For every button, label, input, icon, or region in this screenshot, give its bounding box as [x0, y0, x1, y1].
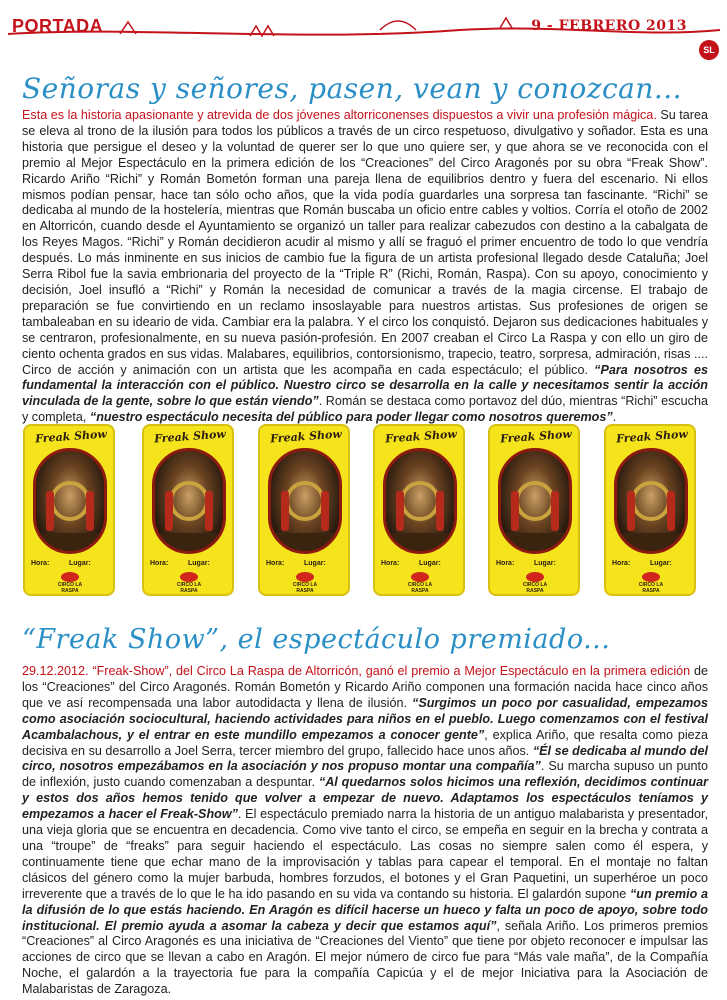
publication-logo: SL	[699, 40, 719, 60]
poster-illustration	[152, 448, 226, 554]
freak-show-poster	[604, 424, 696, 596]
circo-la-raspa-logo	[403, 572, 437, 594]
poster-logo-text: CIRCO LA RASPA	[176, 582, 202, 594]
poster-lugar-label: Lugar:	[69, 560, 91, 567]
article-1-body	[22, 108, 708, 426]
article-2-text: , explica Ariño, que resalta como pieza decisiva en su desarrollo a Joel Serra, tercer miembro del grupo, fallecido hace unos años.	[22, 727, 708, 758]
article-1-quote: “nuestro espectáculo necesita del público para poder llegar como nosotros queremos”	[89, 410, 613, 425]
poster-hora-label: Hora:	[381, 560, 400, 567]
poster-logo-text: CIRCO LA RASPA	[522, 582, 548, 594]
poster-title: Freak Show	[499, 427, 573, 446]
section-label: PORTADA	[12, 16, 104, 36]
article-2-text: , señala Ariño. Los primeros premios “Creaciones” al Circo Aragonés es una iniciativa de “Creaciones del Viento” que tiene por objeto reconocer e impulsar las acciones de circo que se llevan a cabo en Aragón. El mejor número de circo fue para “Más vale maña”, de la Compañía Noche, el galardón a la trayectoria fue para la compañía Capicúa y el de mejor Iniciativa para la Asociación de Malabaristas de Zaragoza.	[22, 918, 708, 997]
poster-hora-label: Hora:	[31, 560, 50, 567]
poster-logo-text: CIRCO LA RASPA	[57, 582, 83, 594]
circo-la-raspa-logo	[634, 572, 668, 594]
article-1-title: Señoras y señores, pasen, vean y conozcan...	[22, 72, 683, 105]
article-2-text: . Su marcha supuso un punto de inflexión, justo cuando comenzaban a despuntar.	[22, 759, 708, 790]
poster-logo-text: CIRCO LA RASPA	[638, 582, 664, 594]
poster-lugar-label: Lugar:	[419, 560, 441, 567]
poster-illustration	[383, 448, 457, 554]
freak-show-poster	[258, 424, 350, 596]
article-1-text: Su tarea se eleva al trono de la ilusión para todos los públicos a través de un circo respetuoso, divulgativo y soñador. Esta es una historia que persigue el deseo y la voluntad de querer ser lo que uno quiere ser, y que ahora se ve reconocida con el premio al Mejor Espectáculo en la primera edición de los “Creaciones” del Circo Aragonés por su obra “Freak Show”. Ricardo Ariño “Richi” y Román Bometón forman una pareja llena de equilibrios dentro y fuera del escenario. Ni ellos mismos podían pensar, hace tan sólo ocho años, que la vida podía guardarles una sorpresa tan fascinante. “Richi” se dedicaba al mundo de la hostelería, mientras que Román buscaba un oficio entre cables y voltios. Corría el otoño de 2002 en Altorricón, cuando desde el Ayuntamiento se organizó un taller para realizar cabezudos con destino a la cabalgata de los Reyes Magos. “Richi” y Román decidieron acudir al mismo y allí se fraguó el primer encuentro de todo lo que vendría después. Lo más inminente en sus inicios de cambio fue la figura de un artista profesional llegado desde Cataluña; Joel Serra Ribol fue la savia embrionaria del proyecto de la “Triple R” (Richi, Román, Raspa). Con su apoyo, conocimiento y decisión, Joel insufló a “Richi” y Román la necesidad de comunicar a través de la magia circense. El trabajo de preparación se fue convirtiendo en un reclamo insoslayable para nuestros artistas. Sus profesiones de origen se tambaleaban en su ideario de vida. Cambiar era la palabra. Y el circo los conquistó. Dejaron sus dedicaciones habituales y se centraron, profesionalmente, en su nueva pasión-profesión. En 2007 creaban el Circo La Raspa y con ello un giro de ciento ochenta grados en sus vidas. Malabares, equilibrios, contorsionismo, trapecio, teatro, sorpresa, admiración, risas .... Circo de acción y animación con un artista que les acompaña en cada espectáculo; el público.	[22, 108, 709, 377]
page-header	[0, 0, 727, 55]
article-2-text: de los “Creaciones” del Circo Aragonés. Román Bometón y Ricardo Ariño componen una formación nacida hace cinco años que ve así recompensada una labor autodidacta y llena de ilusión.	[22, 664, 708, 710]
article-1-text: .	[612, 410, 617, 425]
article-2-quote: “Surgimos un poco por casualidad, empezamos como asociación sociocultural, haciendo actividades para niños en el pueblo. Luego comenzamos con el festival Acambalachous, y el entrar en este mundillo empezamos a conocer gente”	[22, 695, 708, 742]
poster-hora-label: Hora:	[612, 560, 631, 567]
poster-logo-text: CIRCO LA RASPA	[292, 582, 318, 594]
poster-title: Freak Show	[34, 427, 108, 446]
freak-show-poster	[142, 424, 234, 596]
poster-hora-label: Hora:	[496, 560, 515, 567]
article-2-quote: “un premio a la difusión de lo que estás haciendo. En Aragón es difícil hacerse un hueco y falta un poco de apoyo, sobre todo institucional. El premio ayuda a asomar la cabeza y decir que estamos aquí”	[22, 886, 708, 933]
poster-title: Freak Show	[384, 427, 458, 446]
poster-hora-label: Hora:	[150, 560, 169, 567]
poster-illustration	[498, 448, 572, 554]
poster-hora-label: Hora:	[266, 560, 285, 567]
poster-lugar-label: Lugar:	[534, 560, 556, 567]
poster-title: Freak Show	[269, 427, 343, 446]
article-1-quote: “Para nosotros es fundamental la interacción con el público. Nuestro circo se desarrolla en la calle y necesitamos sentir la acción vinculada de la gente, sobre lo que están viendo”	[22, 362, 708, 409]
article-2-lead: 29.12.2012. “Freak-Show”, del Circo La Raspa de Altorricón, ganó el premio a Mejor Espectáculo en la primera edición	[22, 664, 691, 678]
poster-title: Freak Show	[153, 427, 227, 446]
poster-title: Freak Show	[615, 427, 689, 446]
circo-la-raspa-logo	[53, 572, 87, 594]
poster-strip	[23, 424, 713, 596]
article-2-quote: “Al quedarnos solos hicimos una reflexión, decidimos continuar y estos dos años hemos tenido que volver a empezar de nuevo. Adaptamos los espectáculos teníamos y empezamos a hacer el Freak-Show”	[22, 775, 708, 822]
poster-logo-text: CIRCO LA RASPA	[407, 582, 433, 594]
article-1-lead: Esta es la historia apasionante y atrevida de dos jóvenes altorriconenses dispuestos a vivir una profesión mágica.	[22, 108, 657, 122]
poster-lugar-label: Lugar:	[188, 560, 210, 567]
freak-show-poster	[488, 424, 580, 596]
poster-illustration	[33, 448, 107, 554]
poster-illustration	[614, 448, 688, 554]
circo-la-raspa-logo	[288, 572, 322, 594]
poster-lugar-label: Lugar:	[650, 560, 672, 567]
freak-show-poster	[23, 424, 115, 596]
article-2-title: “Freak Show”, el espectáculo premiado...	[22, 624, 611, 655]
article-2-text: . El espectáculo premiado narra la historia de un antiguo malabarista y presentador, una vieja gloria que se encuentra en decadencia. Como vive tanto el circo, se empeña en seguir en la brecha y contrata a una “troupe” de “freaks” para seguir haciendo el espectáculo. Las cosas no siempre salen como él espera, y continuamente tiene que echar mano de la improvisación y tablas para capear el temporal. En el montaje no faltan clásicos del género como la mujer barbuda, hombres forzudos, el botones y el Gran Paquetini, un superhéroe un poco irreverente que a través de lo que le ha ido pasando en su vida va contando su historia. El galardón supone	[22, 807, 708, 901]
freak-show-poster	[373, 424, 465, 596]
poster-lugar-label: Lugar:	[304, 560, 326, 567]
circo-la-raspa-logo	[518, 572, 552, 594]
article-2-body	[22, 664, 708, 998]
issue-date: 9 - FEBRERO 2013	[531, 18, 687, 34]
article-1-text: . Román se destaca como portavoz del dúo, mientras “Richi” escucha y completa,	[22, 394, 708, 425]
circo-la-raspa-logo	[172, 572, 206, 594]
poster-illustration	[268, 448, 342, 554]
article-2-quote: “Él se dedicaba al mundo del circo, nosotros empezábamos en la asociación y nos propuso montar una compañía”	[22, 743, 708, 774]
